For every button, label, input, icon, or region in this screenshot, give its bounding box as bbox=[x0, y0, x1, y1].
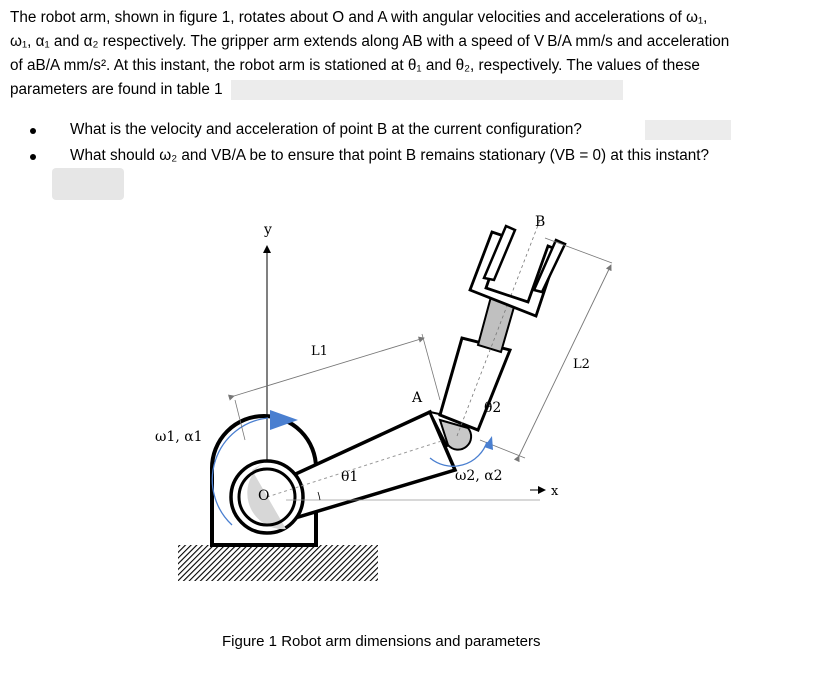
problem-line-3: of aB/A mm/s². At this instant, the robot arm is stationed at θ₁ and θ₂, respectively. The values of these bbox=[10, 57, 700, 74]
point-b-label: B bbox=[535, 214, 546, 230]
problem-line-2: ω₁, α₁ and α₂ respectively. The gripper arm extends along AB with a speed of V B/A mm/s and acceleration bbox=[10, 33, 730, 50]
problem-line-1: The robot arm, shown in figure 1, rotates about O and A with angular velocities and accelerations of ω₁, bbox=[10, 9, 708, 26]
x-axis-label: x bbox=[551, 484, 559, 499]
question-text: What is the velocity and acceleration of point B at the current configuration? bbox=[70, 121, 582, 138]
omega-alpha-2-label: ω2, α2 bbox=[455, 468, 503, 484]
omega-alpha-1-label: ω1, α1 bbox=[155, 429, 203, 445]
l1-extension-line bbox=[422, 334, 440, 400]
link1-label: L1 bbox=[311, 344, 328, 359]
origin-label: O bbox=[258, 488, 270, 504]
question-text: What should ω₂ and VB/A be to ensure that point B remains stationary (VB = 0) at this instant? bbox=[70, 147, 710, 164]
omega2-arrow-icon bbox=[484, 436, 493, 450]
y-axis-label: y bbox=[264, 222, 272, 238]
figure-caption: Figure 1 Robot arm dimensions and parameters bbox=[222, 633, 541, 650]
theta2-label: θ2 bbox=[484, 400, 502, 416]
joint-a-label: A bbox=[412, 390, 423, 406]
theta1-label: θ1 bbox=[341, 469, 359, 485]
ground-hatch bbox=[178, 545, 378, 581]
link2-label: L2 bbox=[573, 357, 590, 372]
problem-line-4-text: parameters are found in table 1 bbox=[10, 81, 223, 98]
l1-dimension-line bbox=[234, 338, 424, 396]
